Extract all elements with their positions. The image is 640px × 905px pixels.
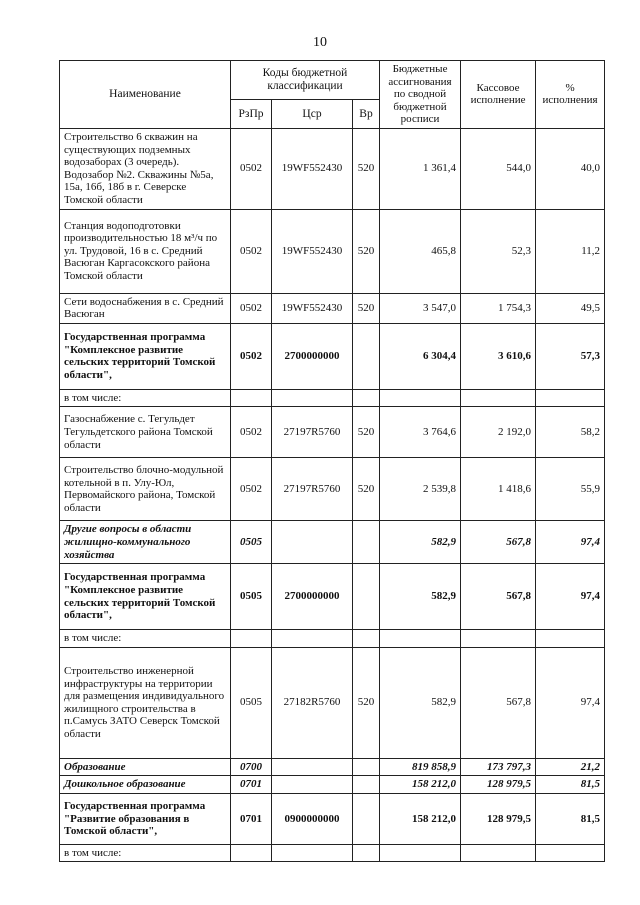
row-csr-cell: [272, 630, 353, 648]
row-cash-cell: 128 979,5: [461, 793, 536, 844]
row-percent-cell: 21,2: [536, 758, 605, 776]
row-cash-cell: 567,8: [461, 564, 536, 630]
row-name-cell: Газоснабжение с. Тегульдет Тегульдетского района Томской области: [60, 407, 231, 458]
table-row: [60, 564, 605, 630]
row-allocation-cell: 158 212,0: [380, 776, 461, 794]
header-cash: Кассовое исполнение: [461, 61, 536, 129]
row-allocation-cell: 819 858,9: [380, 758, 461, 776]
row-vr-cell: [353, 389, 380, 407]
table-row: [60, 389, 605, 407]
row-name-cell: Образование: [60, 758, 231, 776]
row-csr-cell: [272, 521, 353, 564]
row-name-cell: Государственная программа "Комплексное развитие сельских территорий Томской области",: [60, 564, 231, 630]
row-name-cell: Другие вопросы в области жилищно-коммунального хозяйства: [60, 521, 231, 564]
row-cash-cell: 1 754,3: [461, 293, 536, 323]
row-vr-cell: 520: [353, 209, 380, 293]
row-allocation-cell: 582,9: [380, 564, 461, 630]
row-vr-cell: [353, 323, 380, 389]
row-vr-cell: 520: [353, 128, 380, 209]
table-body: [60, 128, 605, 862]
row-name-cell: Станция водоподготовки производительностью 18 м³/ч по ул. Трудовой, 16 в с. Средний Васюган Каргасокского района Томской области: [60, 209, 231, 293]
row-vr-cell: [353, 776, 380, 794]
row-allocation-cell: 582,9: [380, 647, 461, 758]
row-rzpr-cell: 0502: [231, 293, 272, 323]
row-allocation-cell: 1 361,4: [380, 128, 461, 209]
row-allocation-cell: 6 304,4: [380, 323, 461, 389]
row-percent-cell: 97,4: [536, 521, 605, 564]
row-percent-cell: 81,5: [536, 776, 605, 794]
row-name-cell: Государственная программа "Развитие образования в Томской области",: [60, 793, 231, 844]
row-allocation-cell: 2 539,8: [380, 458, 461, 521]
header-allocations: Бюджетные ассигнования по сводной бюджетной росписи: [380, 61, 461, 129]
budget-table: [59, 60, 605, 862]
row-rzpr-cell: 0505: [231, 647, 272, 758]
row-cash-cell: 128 979,5: [461, 776, 536, 794]
page-number: 10: [313, 35, 327, 50]
table-row: [60, 458, 605, 521]
row-csr-cell: [272, 389, 353, 407]
row-csr-cell: 19WF552430: [272, 293, 353, 323]
table-row: [60, 521, 605, 564]
table-row: [60, 630, 605, 648]
row-csr-cell: 27197R5760: [272, 458, 353, 521]
row-rzpr-cell: [231, 389, 272, 407]
row-cash-cell: [461, 844, 536, 862]
row-csr-cell: 27197R5760: [272, 407, 353, 458]
row-cash-cell: 3 610,6: [461, 323, 536, 389]
row-name-cell: в том числе:: [60, 389, 231, 407]
row-allocation-cell: [380, 844, 461, 862]
row-name-cell: в том числе:: [60, 844, 231, 862]
row-vr-cell: [353, 630, 380, 648]
table-row: [60, 209, 605, 293]
row-cash-cell: 567,8: [461, 521, 536, 564]
row-vr-cell: [353, 758, 380, 776]
row-csr-cell: 19WF552430: [272, 209, 353, 293]
row-percent-cell: 11,2: [536, 209, 605, 293]
header-csr: Цср: [272, 100, 353, 129]
row-rzpr-cell: 0701: [231, 793, 272, 844]
row-percent-cell: 40,0: [536, 128, 605, 209]
row-csr-cell: [272, 776, 353, 794]
row-vr-cell: [353, 844, 380, 862]
row-cash-cell: 1 418,6: [461, 458, 536, 521]
table-row: [60, 776, 605, 794]
row-percent-cell: 81,5: [536, 793, 605, 844]
row-allocation-cell: 3 547,0: [380, 293, 461, 323]
row-allocation-cell: 3 764,6: [380, 407, 461, 458]
row-allocation-cell: [380, 630, 461, 648]
row-name-cell: Государственная программа "Комплексное развитие сельских территорий Томской области",: [60, 323, 231, 389]
row-allocation-cell: 582,9: [380, 521, 461, 564]
row-cash-cell: 2 192,0: [461, 407, 536, 458]
row-rzpr-cell: 0700: [231, 758, 272, 776]
row-percent-cell: 55,9: [536, 458, 605, 521]
row-percent-cell: [536, 389, 605, 407]
row-name-cell: Сети водоснабжения в с. Средний Васюган: [60, 293, 231, 323]
row-allocation-cell: [380, 389, 461, 407]
row-cash-cell: [461, 630, 536, 648]
header-codes: Коды бюджетной классификации: [231, 61, 380, 100]
row-percent-cell: 57,3: [536, 323, 605, 389]
row-rzpr-cell: 0502: [231, 323, 272, 389]
row-name-cell: Строительство инженерной инфраструктуры на территории для размещения индивидуального жилищного строительства в п.Самусь ЗАТО Северск Томской области: [60, 647, 231, 758]
header-rzpr: РзПр: [231, 100, 272, 129]
row-name-cell: Строительство 6 скважин на существующих подземных водозаборах (3 очередь). Водозабор №2. Скважины №5а, 15а, 16б, 18б в г. Северске Томской области: [60, 128, 231, 209]
row-vr-cell: 520: [353, 458, 380, 521]
row-csr-cell: 2700000000: [272, 564, 353, 630]
row-rzpr-cell: 0502: [231, 128, 272, 209]
row-percent-cell: 97,4: [536, 564, 605, 630]
row-cash-cell: 567,8: [461, 647, 536, 758]
row-percent-cell: 97,4: [536, 647, 605, 758]
row-rzpr-cell: [231, 844, 272, 862]
header-name: Наименование: [60, 61, 231, 129]
row-cash-cell: 544,0: [461, 128, 536, 209]
row-name-cell: Дошкольное образование: [60, 776, 231, 794]
row-name-cell: в том числе:: [60, 630, 231, 648]
row-csr-cell: 27182R5760: [272, 647, 353, 758]
row-csr-cell: [272, 758, 353, 776]
header-vr: Вр: [353, 100, 380, 129]
row-vr-cell: [353, 564, 380, 630]
table-row: [60, 758, 605, 776]
table-row: [60, 323, 605, 389]
row-allocation-cell: 158 212,0: [380, 793, 461, 844]
row-allocation-cell: 465,8: [380, 209, 461, 293]
row-cash-cell: [461, 389, 536, 407]
row-percent-cell: [536, 844, 605, 862]
row-rzpr-cell: 0505: [231, 521, 272, 564]
row-percent-cell: 49,5: [536, 293, 605, 323]
row-rzpr-cell: 0502: [231, 407, 272, 458]
row-rzpr-cell: 0505: [231, 564, 272, 630]
row-rzpr-cell: [231, 630, 272, 648]
row-vr-cell: 520: [353, 647, 380, 758]
row-vr-cell: 520: [353, 293, 380, 323]
header-percent: % исполнения: [536, 61, 605, 129]
row-percent-cell: 58,2: [536, 407, 605, 458]
row-percent-cell: [536, 630, 605, 648]
table-row: [60, 128, 605, 209]
row-vr-cell: 520: [353, 407, 380, 458]
table-row: [60, 647, 605, 758]
row-csr-cell: 2700000000: [272, 323, 353, 389]
table-row: [60, 844, 605, 862]
table-row: [60, 793, 605, 844]
table-row: [60, 293, 605, 323]
row-csr-cell: [272, 844, 353, 862]
row-cash-cell: 173 797,3: [461, 758, 536, 776]
row-csr-cell: 0900000000: [272, 793, 353, 844]
row-name-cell: Строительство блочно-модульной котельной в п. Улу-Юл, Первомайского района, Томской области: [60, 458, 231, 521]
row-rzpr-cell: 0701: [231, 776, 272, 794]
row-vr-cell: [353, 521, 380, 564]
row-rzpr-cell: 0502: [231, 209, 272, 293]
row-csr-cell: 19WF552430: [272, 128, 353, 209]
table-row: [60, 407, 605, 458]
row-cash-cell: 52,3: [461, 209, 536, 293]
row-rzpr-cell: 0502: [231, 458, 272, 521]
row-vr-cell: [353, 793, 380, 844]
